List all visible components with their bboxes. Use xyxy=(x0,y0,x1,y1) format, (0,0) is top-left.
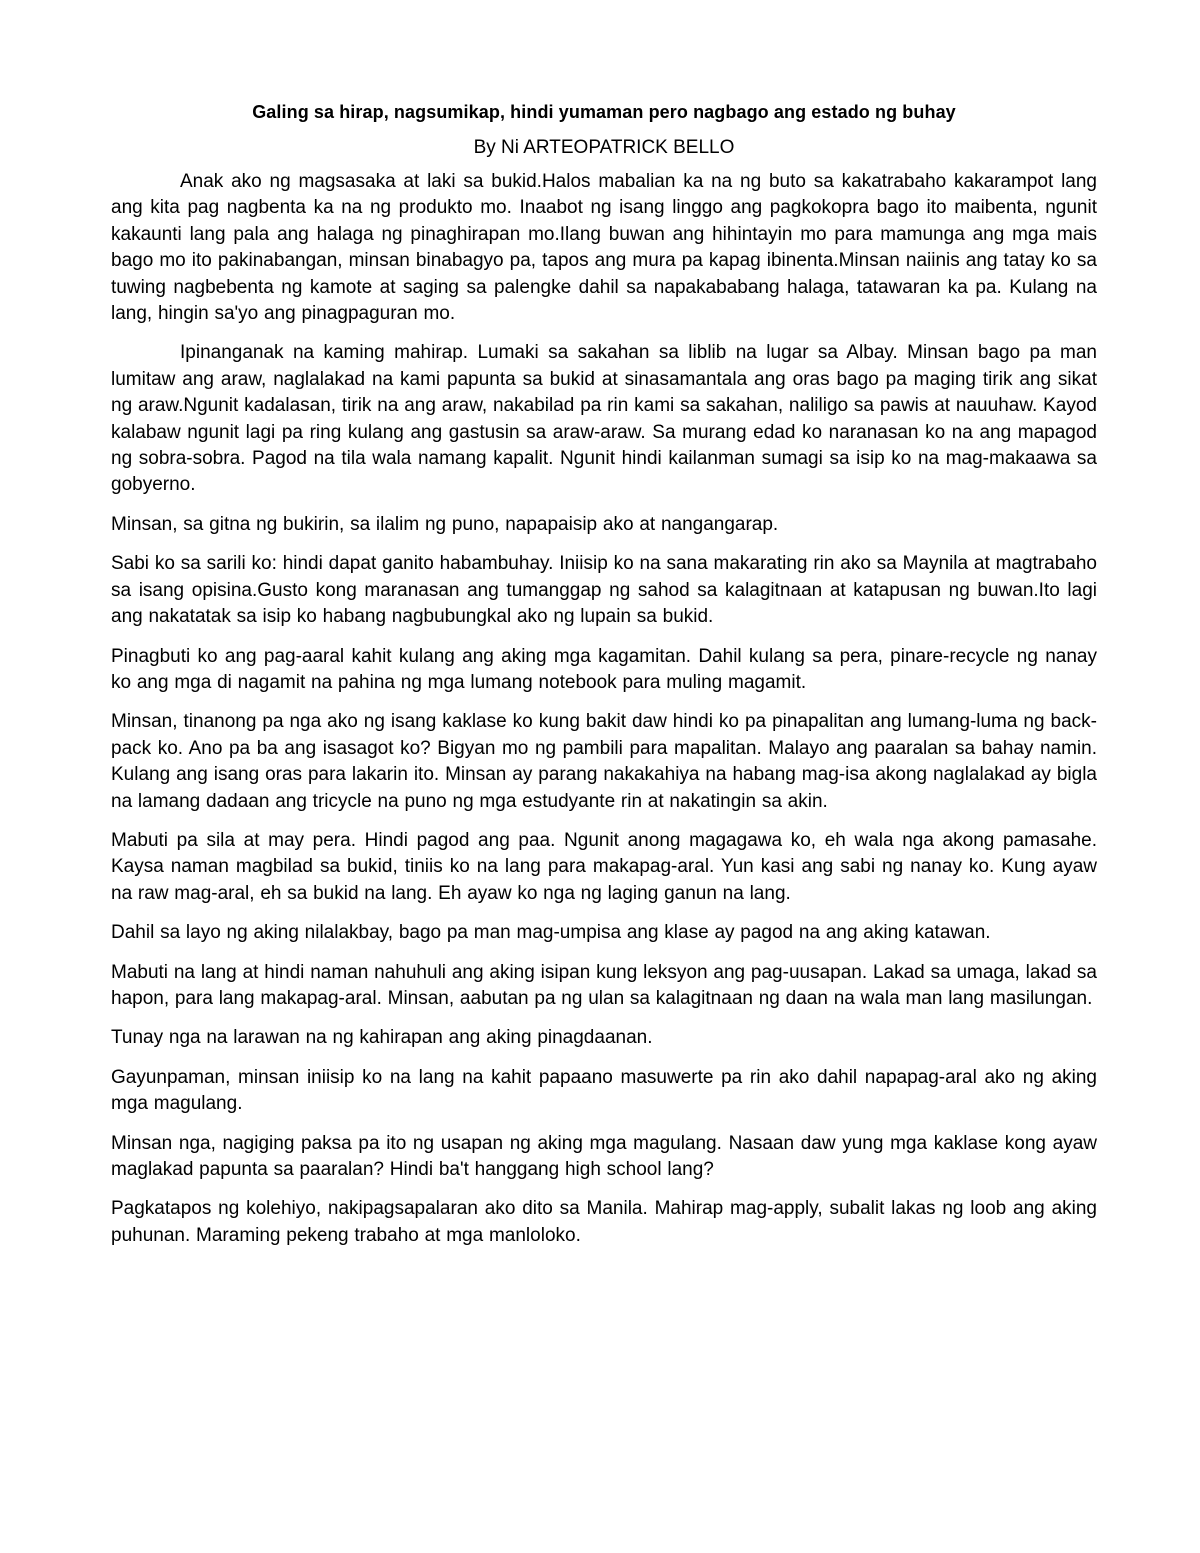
paragraph-3: Minsan, sa gitna ng bukirin, sa ilalim ng puno, napapaisip ako at nangangarap. xyxy=(111,513,779,535)
paragraph-10: Tunay nga na larawan na ng kahirapan ang aking pinagdaanan. xyxy=(111,1027,653,1049)
paragraph-12: Minsan nga, nagiging paksa pa ito ng usapan ng aking mga magulang. Nasaan daw yung mga kaklase kong ayaw maglakad papunta sa paaralan? Hindi ba't hanggang high school lang? xyxy=(111,1132,1097,1180)
document-title: Galing sa hirap, nagsumikap, hindi yumaman pero nagbago ang estado ng buhay xyxy=(252,102,956,122)
paragraph-5: Pinagbuti ko ang pag-aaral kahit kulang ang aking mga kagamitan. Dahil kulang sa pera, pinare-recycle ng nanay ko ang mga di nagamit na pahina ng mga lumang notebook para muling magamit. xyxy=(111,645,1097,693)
paragraph-2: Ipinanganak na kaming mahirap. Lumaki sa sakahan sa liblib na lugar sa Albay. Minsan bago pa man lumitaw ang araw, naglalakad na kami papunta sa bukid at sinasamantala ang oras bago pa maging tirik ang sikat ng araw.Ngunit kadalasan, tirik na ang araw, nakabilad pa rin kami sa sakahan, naliligo sa pawis at nauuhaw. Kayod kalabaw ngunit lagi pa ring kulang ang gastusin sa araw-araw. Sa murang edad ko naranasan ko na ang mapagod ng sobra-sobra. Pagod na tila wala namang kapalit. Ngunit hindi kailanman sumagi sa isip ko na mag-makaawa sa gobyerno. xyxy=(111,342,1097,496)
document-page xyxy=(111,98,1097,1262)
paragraph-7: Mabuti pa sila at may pera. Hindi pagod ang paa. Ngunit anong magagawa ko, eh wala nga akong pamasahe. Kaysa naman magbilad sa bukid, tiniis ko na lang para makapag-aral. Yun kasi ang sabi ng nanay ko. Kung ayaw na raw mag-aral, eh sa bukid na lang. Eh ayaw ko nga ng laging ganun na lang. xyxy=(111,829,1097,904)
paragraph-4: Sabi ko sa sarili ko: hindi dapat ganito habambuhay. Iniisip ko na sana makarating rin ako sa Maynila at magtrabaho sa isang opisina.Gusto kong maranasan ang tumanggap ng sahod sa kalagitnaan at katapusan ng buwan.Ito lagi ang nakatatak sa isip ko habang nagbubungkal ako ng lupain sa bukid. xyxy=(111,553,1097,628)
paragraph-8: Dahil sa layo ng aking nilalakbay, bago pa man mag-umpisa ang klase ay pagod na ang aking katawan. xyxy=(111,922,991,944)
paragraph-6: Minsan, tinanong pa nga ako ng isang kaklase ko kung bakit daw hindi ko pa pinapalitan ang lumang-luma ng back-pack ko. Ano pa ba ang isasagot ko? Bigyan mo ng pambili para mapalitan. Malayo ang paaralan sa bahay namin. Kulang ang isang oras para lakarin ito. Minsan ay parang nakakahiya na habang mag-isa akong naglalakad ay bigla na lamang dadaan ang tricycle na puno ng mga estudyante rin at nakatingin sa akin. xyxy=(111,711,1097,812)
paragraph-9: Mabuti na lang at hindi naman nahuhuli ang aking isipan kung leksyon ang pag-uusapan. Lakad sa umaga, lakad sa hapon, para lang makapag-aral. Minsan, aabutan pa ng ulan sa kalagitnaan ng daan na wala man lang masilungan. xyxy=(111,961,1097,1009)
paragraph-11: Gayunpaman, minsan iniisip ko na lang na kahit papaano masuwerte pa rin ako dahil napapag-aral ako ng aking mga magulang. xyxy=(111,1066,1097,1115)
paragraph-1: Anak ako ng magsasaka at laki sa bukid.Halos mabalian ka na ng buto sa kakatrabaho kakarampot lang ang kita pag nagbenta ka na ng produkto mo. Inaabot ng isang linggo ang pagkokopra bago ito maibenta, ngunit kakaunti lang pala ang halaga ng pinaghirapan mo.Ilang buwan ang hihintayin mo para mamunga ang mga mais bago mo ito pakinabangan, minsan binabagyo pa, tapos ang mura pa kapag ibinenta.Minsan naiinis ang tatay ko sa tuwing nagbebenta ng kamote at saging sa palengke dahil sa napakababang halaga, tatawaran ka pa. Kulang na lang, hingin sa'yo ang pinagpaguran mo. xyxy=(111,171,1097,325)
document-byline: By Ni ARTEOPATRICK BELLO xyxy=(473,137,735,158)
paragraph-13: Pagkatapos ng kolehiyo, nakipagsapalaran ako dito sa Manila. Mahirap mag-apply, subalit lakas ng loob ang aking puhunan. Maraming pekeng trabaho at mga manloloko. xyxy=(111,1198,1097,1246)
